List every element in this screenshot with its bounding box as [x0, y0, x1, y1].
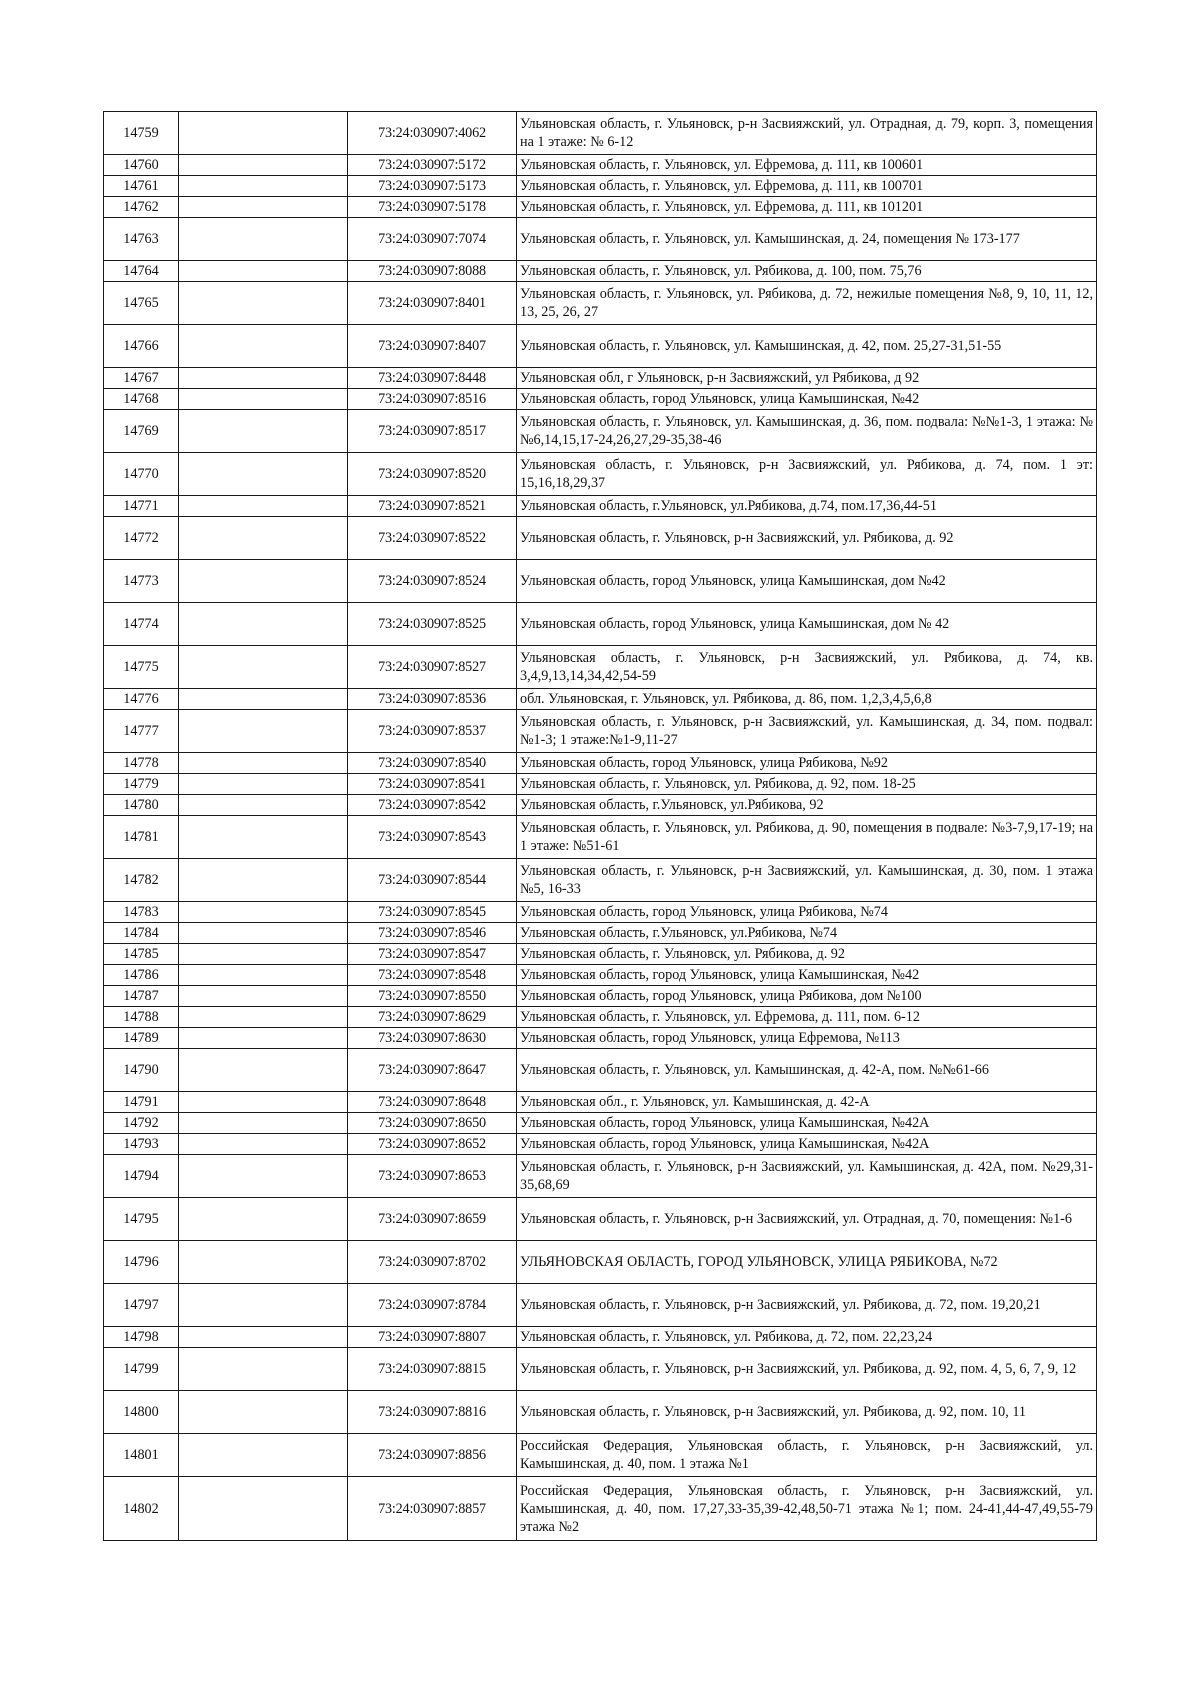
row-number: 14770: [104, 453, 179, 496]
table-row: [104, 112, 1097, 155]
owner-cell: [179, 325, 348, 368]
owner-cell: [179, 155, 348, 176]
property-address: Ульяновская область, г. Ульяновск, ул. Рябикова, д. 90, помещения в подвале: №3-7,9,17-19; на 1 этаже: №51-61: [517, 816, 1097, 859]
cadastral-number: 73:24:030907:8527: [348, 646, 517, 689]
property-address: Ульяновская область, г. Ульяновск, ул. Камышинская, д. 42, пом. 25,27-31,51-55: [517, 325, 1097, 368]
property-address: Ульяновская область, г.Ульяновск, ул.Рябикова, д.74, пом.17,36,44-51: [517, 496, 1097, 517]
table-row: [104, 923, 1097, 944]
cadastral-number: 73:24:030907:8546: [348, 923, 517, 944]
row-number: 14779: [104, 774, 179, 795]
cadastral-number: 73:24:030907:8541: [348, 774, 517, 795]
property-address: Ульяновская область, г. Ульяновск, р-н Засвияжский, ул. Камышинская, д. 42А, пом. №29,31-35,68,69: [517, 1155, 1097, 1198]
cadastral-number: 73:24:030907:8520: [348, 453, 517, 496]
table-row: [104, 496, 1097, 517]
owner-cell: [179, 646, 348, 689]
row-number: 14787: [104, 986, 179, 1007]
table-row: [104, 1007, 1097, 1028]
row-number: 14799: [104, 1348, 179, 1391]
table-row: [104, 1049, 1097, 1092]
table-row: [104, 1155, 1097, 1198]
owner-cell: [179, 816, 348, 859]
cadastral-number: 73:24:030907:8807: [348, 1327, 517, 1348]
property-address: Ульяновская область, г. Ульяновск, ул. Рябикова, д. 72, нежилые помещения №8, 9, 10, 11, 12, 13, 25, 26, 27: [517, 282, 1097, 325]
property-address: Ульяновская область, город Ульяновск, улица Рябикова, №74: [517, 902, 1097, 923]
row-number: 14766: [104, 325, 179, 368]
row-number: 14802: [104, 1477, 179, 1541]
row-number: 14767: [104, 368, 179, 389]
table-row: [104, 261, 1097, 282]
cadastral-number: 73:24:030907:8536: [348, 689, 517, 710]
table-row: [104, 816, 1097, 859]
owner-cell: [179, 902, 348, 923]
table-row: [104, 368, 1097, 389]
property-address: Ульяновская область, город Ульяновск, улица Камышинская, №42А: [517, 1134, 1097, 1155]
table-row: [104, 986, 1097, 1007]
property-address: Ульяновская область, г. Ульяновск, р-н Засвияжский, ул. Рябикова, д. 92, пом. 10, 11: [517, 1391, 1097, 1434]
owner-cell: [179, 261, 348, 282]
property-address: Ульяновская обл, г Ульяновск, р-н Засвияжский, ул Рябикова, д 92: [517, 368, 1097, 389]
table-row: [104, 517, 1097, 560]
property-address: Ульяновская область, г. Ульяновск, ул. Камышинская, д. 42-А, пом. №№61-66: [517, 1049, 1097, 1092]
owner-cell: [179, 453, 348, 496]
property-address: Ульяновская область, г. Ульяновск, ул. Рябикова, д. 100, пом. 75,76: [517, 261, 1097, 282]
row-number: 14762: [104, 197, 179, 218]
cadastral-number: 73:24:030907:5172: [348, 155, 517, 176]
owner-cell: [179, 944, 348, 965]
table-row: [104, 944, 1097, 965]
property-address: УЛЬЯНОВСКАЯ ОБЛАСТЬ, ГОРОД УЛЬЯНОВСК, УЛИЦА РЯБИКОВА, №72: [517, 1241, 1097, 1284]
cadastral-number: 73:24:030907:8857: [348, 1477, 517, 1541]
cadastral-number: 73:24:030907:8401: [348, 282, 517, 325]
row-number: 14793: [104, 1134, 179, 1155]
property-address: Ульяновская область, г. Ульяновск, р-н Засвияжский, ул. Рябикова, д. 92: [517, 517, 1097, 560]
owner-cell: [179, 1028, 348, 1049]
property-address: Ульяновская область, г. Ульяновск, р-н Засвияжский, ул. Камышинская, д. 34, пом. подвал:№1-3; 1 этаже:№1-9,11-27: [517, 710, 1097, 753]
cadastral-number: 73:24:030907:8784: [348, 1284, 517, 1327]
owner-cell: [179, 1134, 348, 1155]
row-number: 14782: [104, 859, 179, 902]
owner-cell: [179, 496, 348, 517]
table-row: [104, 282, 1097, 325]
owner-cell: [179, 197, 348, 218]
table-row: [104, 646, 1097, 689]
owner-cell: [179, 389, 348, 410]
cadastral-number: 73:24:030907:8702: [348, 1241, 517, 1284]
owner-cell: [179, 986, 348, 1007]
owner-cell: [179, 1434, 348, 1477]
row-number: 14761: [104, 176, 179, 197]
owner-cell: [179, 753, 348, 774]
property-address: Ульяновская область, г. Ульяновск, ул. Рябикова, д. 92, пом. 18-25: [517, 774, 1097, 795]
row-number: 14777: [104, 710, 179, 753]
row-number: 14797: [104, 1284, 179, 1327]
property-address: Ульяновская область, г. Ульяновск, р-н Засвияжский, ул. Камышинская, д. 30, пом. 1 этажа №5, 16-33: [517, 859, 1097, 902]
property-address: Ульяновская область, город Ульяновск, улица Камышинская, №42: [517, 389, 1097, 410]
table-row: [104, 389, 1097, 410]
row-number: 14774: [104, 603, 179, 646]
row-number: 14784: [104, 923, 179, 944]
table-row: [104, 410, 1097, 453]
cadastral-number: 73:24:030907:8543: [348, 816, 517, 859]
owner-cell: [179, 368, 348, 389]
cadastral-number: 73:24:030907:8516: [348, 389, 517, 410]
row-number: 14794: [104, 1155, 179, 1198]
table-row: [104, 1092, 1097, 1113]
cadastral-number: 73:24:030907:8407: [348, 325, 517, 368]
property-address: Ульяновская область, город Ульяновск, улица Камышинская, дом №42: [517, 560, 1097, 603]
cadastral-number: 73:24:030907:8629: [348, 1007, 517, 1028]
row-number: 14778: [104, 753, 179, 774]
property-address: Ульяновская область, г. Ульяновск, р-н Засвияжский, ул. Отрадная, д. 79, корп. 3, помещения на 1 этаже: № 6-12: [517, 112, 1097, 155]
cadastral-number: 73:24:030907:8524: [348, 560, 517, 603]
owner-cell: [179, 795, 348, 816]
owner-cell: [179, 689, 348, 710]
table-row: [104, 1391, 1097, 1434]
owner-cell: [179, 603, 348, 646]
row-number: 14771: [104, 496, 179, 517]
table-row: [104, 710, 1097, 753]
property-address: Ульяновская область, город Ульяновск, улица Камышинская, дом № 42: [517, 603, 1097, 646]
cadastral-number: 73:24:030907:8815: [348, 1348, 517, 1391]
cadastral-number: 73:24:030907:8659: [348, 1198, 517, 1241]
cadastral-number: 73:24:030907:8521: [348, 496, 517, 517]
owner-cell: [179, 1241, 348, 1284]
row-number: 14772: [104, 517, 179, 560]
property-address: Ульяновская область, г. Ульяновск, ул. Рябикова, д. 72, пом. 22,23,24: [517, 1327, 1097, 1348]
table-body: [104, 112, 1097, 1541]
row-number: 14769: [104, 410, 179, 453]
cadastral-number: 73:24:030907:8648: [348, 1092, 517, 1113]
cadastral-number: 73:24:030907:8544: [348, 859, 517, 902]
cadastral-number: 73:24:030907:4062: [348, 112, 517, 155]
owner-cell: [179, 1113, 348, 1134]
row-number: 14776: [104, 689, 179, 710]
owner-cell: [179, 1348, 348, 1391]
cadastral-number: 73:24:030907:8540: [348, 753, 517, 774]
row-number: 14780: [104, 795, 179, 816]
cadastral-number: 73:24:030907:8652: [348, 1134, 517, 1155]
table-row: [104, 1028, 1097, 1049]
owner-cell: [179, 774, 348, 795]
table-row: [104, 795, 1097, 816]
row-number: 14765: [104, 282, 179, 325]
table-row: [104, 176, 1097, 197]
cadastral-number: 73:24:030907:8630: [348, 1028, 517, 1049]
property-address: Ульяновская область, г. Ульяновск, р-н Засвияжский, ул. Отрадная, д. 70, помещения: №1-6: [517, 1198, 1097, 1241]
property-address: обл. Ульяновская, г. Ульяновск, ул. Рябикова, д. 86, пом. 1,2,3,4,5,6,8: [517, 689, 1097, 710]
table-row: [104, 774, 1097, 795]
cadastral-number: 73:24:030907:7074: [348, 218, 517, 261]
owner-cell: [179, 1284, 348, 1327]
cadastral-number: 73:24:030907:8448: [348, 368, 517, 389]
property-address: Ульяновская область, г. Ульяновск, ул. Ефремова, д. 111, кв 100601: [517, 155, 1097, 176]
owner-cell: [179, 218, 348, 261]
row-number: 14801: [104, 1434, 179, 1477]
row-number: 14783: [104, 902, 179, 923]
table-row: [104, 155, 1097, 176]
property-address: Ульяновская область, г. Ульяновск, р-н Засвияжский, ул. Рябикова, д. 92, пом. 4, 5, 6, 7, 9, 12: [517, 1348, 1097, 1391]
row-number: 14781: [104, 816, 179, 859]
property-address: Ульяновская область, город Ульяновск, улица Камышинская, №42: [517, 965, 1097, 986]
row-number: 14795: [104, 1198, 179, 1241]
table-row: [104, 902, 1097, 923]
cadastral-number: 73:24:030907:8525: [348, 603, 517, 646]
table-row: [104, 218, 1097, 261]
owner-cell: [179, 1477, 348, 1541]
row-number: 14760: [104, 155, 179, 176]
cadastral-number: 73:24:030907:8547: [348, 944, 517, 965]
table-row: [104, 1113, 1097, 1134]
row-number: 14785: [104, 944, 179, 965]
owner-cell: [179, 517, 348, 560]
owner-cell: [179, 1327, 348, 1348]
property-address: Ульяновская область, г. Ульяновск, ул. Рябикова, д. 92: [517, 944, 1097, 965]
property-address: Ульяновская область, город Ульяновск, улица Рябикова, №92: [517, 753, 1097, 774]
owner-cell: [179, 282, 348, 325]
table-row: [104, 1241, 1097, 1284]
row-number: 14786: [104, 965, 179, 986]
owner-cell: [179, 560, 348, 603]
table-row: [104, 1477, 1097, 1541]
row-number: 14775: [104, 646, 179, 689]
table-row: [104, 453, 1097, 496]
owner-cell: [179, 923, 348, 944]
property-address: Ульяновская область, г. Ульяновск, ул. Ефремова, д. 111, пом. 6-12: [517, 1007, 1097, 1028]
property-register-table: [103, 111, 1097, 1541]
table-row: [104, 560, 1097, 603]
table-row: [104, 1348, 1097, 1391]
property-address: Ульяновская область, город Ульяновск, улица Ефремова, №113: [517, 1028, 1097, 1049]
row-number: 14791: [104, 1092, 179, 1113]
property-address: Российская Федерация, Ульяновская область, г. Ульяновск, р-н Засвияжский, ул. Камышинская, д. 40, пом. 1 этажа №1: [517, 1434, 1097, 1477]
property-address: Ульяновская область, г. Ульяновск, ул. Ефремова, д. 111, кв 100701: [517, 176, 1097, 197]
owner-cell: [179, 176, 348, 197]
row-number: 14796: [104, 1241, 179, 1284]
row-number: 14759: [104, 112, 179, 155]
property-address: Ульяновская область, город Ульяновск, улица Рябикова, дом №100: [517, 986, 1097, 1007]
cadastral-number: 73:24:030907:8856: [348, 1434, 517, 1477]
property-address: Ульяновская область, город Ульяновск, улица Камышинская, №42А: [517, 1113, 1097, 1134]
property-address: Ульяновская область, г. Ульяновск, ул. Камышинская, д. 36, пом. подвала: №№1-3, 1 этажа: №№6,14,15,17-24,26,27,29-35,38-46: [517, 410, 1097, 453]
cadastral-number: 73:24:030907:8522: [348, 517, 517, 560]
owner-cell: [179, 710, 348, 753]
table-row: [104, 1198, 1097, 1241]
cadastral-number: 73:24:030907:5173: [348, 176, 517, 197]
property-address: Российская Федерация, Ульяновская область, г. Ульяновск, р-н Засвияжский, ул. Камышинская, д. 40, пом. 17,27,33-35,39-42,48,50-71 этажа №1; пом. 24-41,44-47,49,55-79 этажа №2: [517, 1477, 1097, 1541]
cadastral-number: 73:24:030907:5178: [348, 197, 517, 218]
table-row: [104, 197, 1097, 218]
cadastral-number: 73:24:030907:8653: [348, 1155, 517, 1198]
owner-cell: [179, 1155, 348, 1198]
row-number: 14763: [104, 218, 179, 261]
cadastral-number: 73:24:030907:8542: [348, 795, 517, 816]
owner-cell: [179, 1007, 348, 1028]
property-address: Ульяновская область, г.Ульяновск, ул.Рябикова, 92: [517, 795, 1097, 816]
table-row: [104, 603, 1097, 646]
table-row: [104, 859, 1097, 902]
row-number: 14792: [104, 1113, 179, 1134]
property-address: Ульяновская область, г. Ульяновск, р-н Засвияжский, ул. Рябикова, д. 72, пом. 19,20,21: [517, 1284, 1097, 1327]
row-number: 14800: [104, 1391, 179, 1434]
table-row: [104, 965, 1097, 986]
property-address: Ульяновская область, г. Ульяновск, р-н Засвияжский, ул. Рябикова, д. 74, пом. 1 эт: 15,16,18,29,37: [517, 453, 1097, 496]
property-address: Ульяновская область, г. Ульяновск, ул. Ефремова, д. 111, кв 101201: [517, 197, 1097, 218]
owner-cell: [179, 1198, 348, 1241]
row-number: 14764: [104, 261, 179, 282]
table-row: [104, 689, 1097, 710]
cadastral-number: 73:24:030907:8650: [348, 1113, 517, 1134]
table-row: [104, 753, 1097, 774]
table-row: [104, 1134, 1097, 1155]
property-address: Ульяновская обл., г. Ульяновск, ул. Камышинская, д. 42-А: [517, 1092, 1097, 1113]
owner-cell: [179, 112, 348, 155]
table-row: [104, 325, 1097, 368]
row-number: 14788: [104, 1007, 179, 1028]
owner-cell: [179, 1049, 348, 1092]
row-number: 14768: [104, 389, 179, 410]
cadastral-number: 73:24:030907:8647: [348, 1049, 517, 1092]
cadastral-number: 73:24:030907:8550: [348, 986, 517, 1007]
cadastral-number: 73:24:030907:8548: [348, 965, 517, 986]
property-address: Ульяновская область, г. Ульяновск, р-н Засвияжский, ул. Рябикова, д. 74, кв. 3,4,9,13,14,34,42,54-59: [517, 646, 1097, 689]
row-number: 14790: [104, 1049, 179, 1092]
table-row: [104, 1284, 1097, 1327]
owner-cell: [179, 410, 348, 453]
row-number: 14789: [104, 1028, 179, 1049]
table-row: [104, 1434, 1097, 1477]
table-row: [104, 1327, 1097, 1348]
owner-cell: [179, 1092, 348, 1113]
cadastral-number: 73:24:030907:8517: [348, 410, 517, 453]
owner-cell: [179, 1391, 348, 1434]
cadastral-number: 73:24:030907:8537: [348, 710, 517, 753]
property-address: Ульяновская область, г.Ульяновск, ул.Рябикова, №74: [517, 923, 1097, 944]
cadastral-number: 73:24:030907:8545: [348, 902, 517, 923]
row-number: 14798: [104, 1327, 179, 1348]
property-address: Ульяновская область, г. Ульяновск, ул. Камышинская, д. 24, помещения № 173-177: [517, 218, 1097, 261]
cadastral-number: 73:24:030907:8816: [348, 1391, 517, 1434]
cadastral-number: 73:24:030907:8088: [348, 261, 517, 282]
row-number: 14773: [104, 560, 179, 603]
owner-cell: [179, 965, 348, 986]
owner-cell: [179, 859, 348, 902]
